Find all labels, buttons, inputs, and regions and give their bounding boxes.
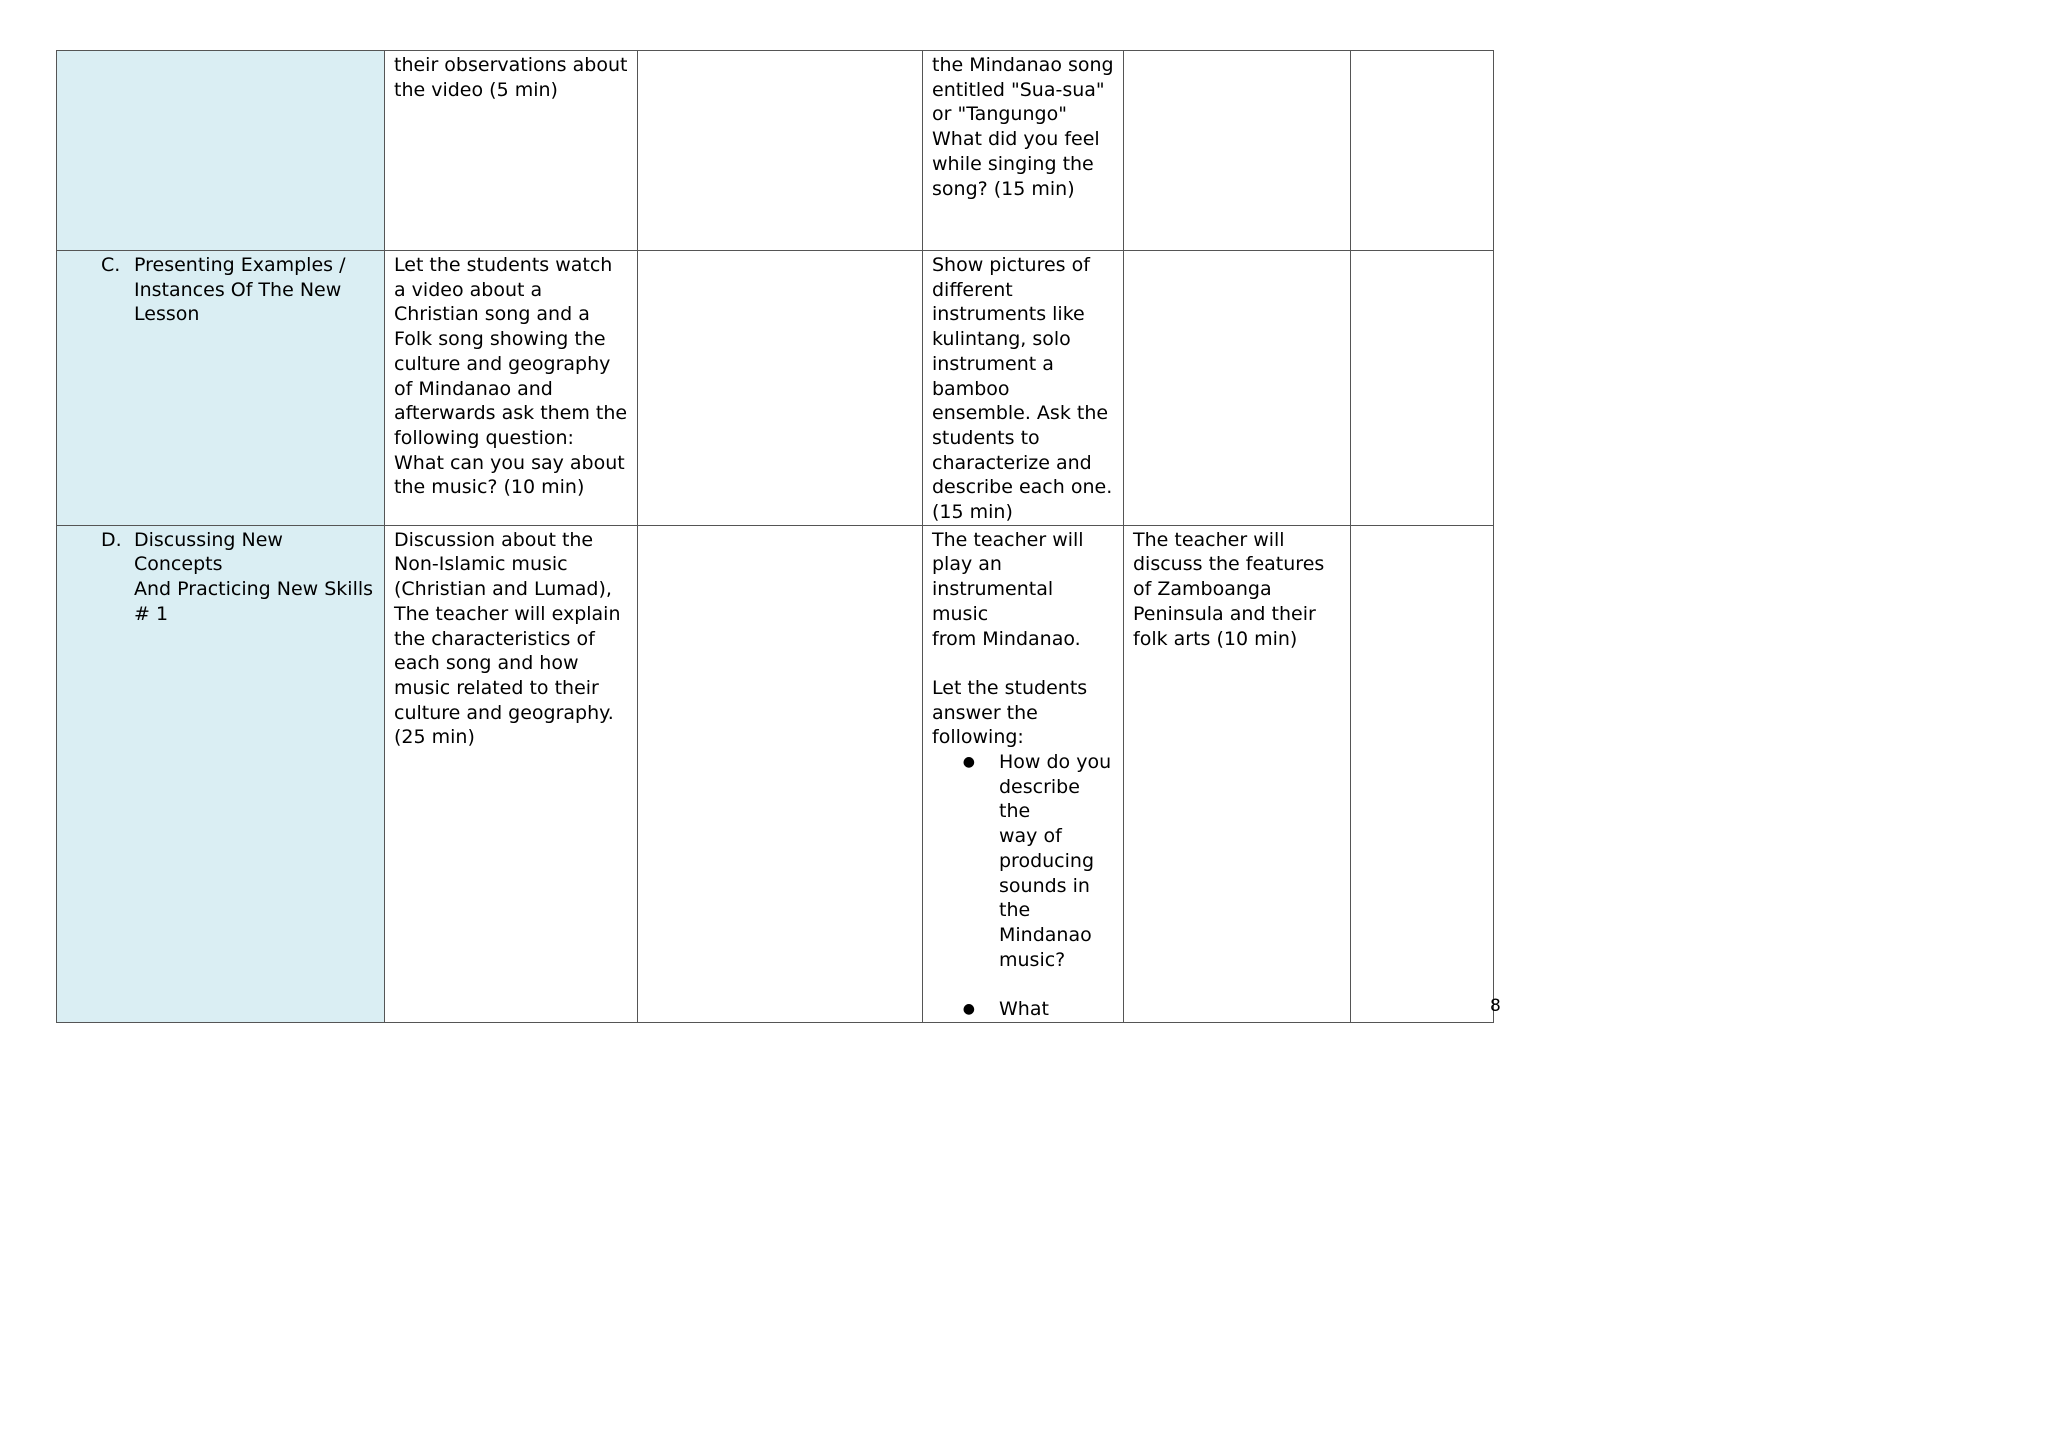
question-text: How do you describe the way of producing sounds in the Mindanao music? (999, 751, 1112, 971)
question-list (932, 750, 1114, 1022)
table-row (57, 251, 1494, 526)
table-cell (1351, 251, 1494, 526)
page-number: 8 (1490, 996, 1501, 1016)
table-cell: Discussion about the Non-Islamic music (Christian and Lumad), The teacher will explain the characteristics of each song and how music related to their culture and geography. (25 min) (385, 525, 638, 1022)
list-item (932, 997, 1114, 1022)
table-cell: their observations about the video (5 min) (385, 51, 638, 251)
list-item (932, 750, 1114, 972)
table-cell (638, 251, 923, 526)
table-cell (638, 525, 923, 1022)
table-cell: Let the students watch a video about a Christian song and a Folk song showing the culture and geography of Mindanao and afterwards ask them the following question: What can you say about the music? (10 min) (385, 251, 638, 526)
bullet-icon: ● (962, 1001, 975, 1018)
row-letter: D. (101, 528, 122, 551)
cell-intro: The teacher will play an instrumental music from Mindanao. Let the students answer the following: (932, 528, 1088, 749)
row-label-cell (57, 525, 385, 1022)
table-row (57, 51, 1494, 251)
row-label-cell (57, 51, 385, 251)
table-cell: The teacher will discuss the features of Zamboanga Peninsula and their folk arts (10 min) (1124, 525, 1351, 1022)
row-title: Discussing New Concepts And Practicing New Skills # 1 (134, 528, 374, 625)
table-cell: Show pictures of different instruments like kulintang, solo instrument a bamboo ensemble. Ask the students to characterize and describe each one. (15 min) (923, 251, 1124, 526)
table-cell (1124, 251, 1351, 526)
table-cell (1351, 51, 1494, 251)
lesson-plan-table (56, 50, 1494, 1023)
table-cell: the Mindanao song entitled "Sua-sua" or "Tangungo" What did you feel while singing the song? (15 min) (923, 51, 1124, 251)
table-cell (1124, 51, 1351, 251)
row-letter: C. (101, 254, 121, 276)
row-label (66, 253, 375, 327)
row-label (66, 528, 375, 627)
table-cell (1351, 525, 1494, 1022)
row-title: Presenting Examples / Instances Of The New Lesson (134, 254, 346, 326)
question-text: What (999, 998, 1049, 1021)
table-cell (638, 51, 923, 251)
table-row (57, 525, 1494, 1022)
bullet-icon: ● (962, 754, 975, 771)
row-label-cell (57, 251, 385, 526)
table-cell (923, 525, 1124, 1022)
